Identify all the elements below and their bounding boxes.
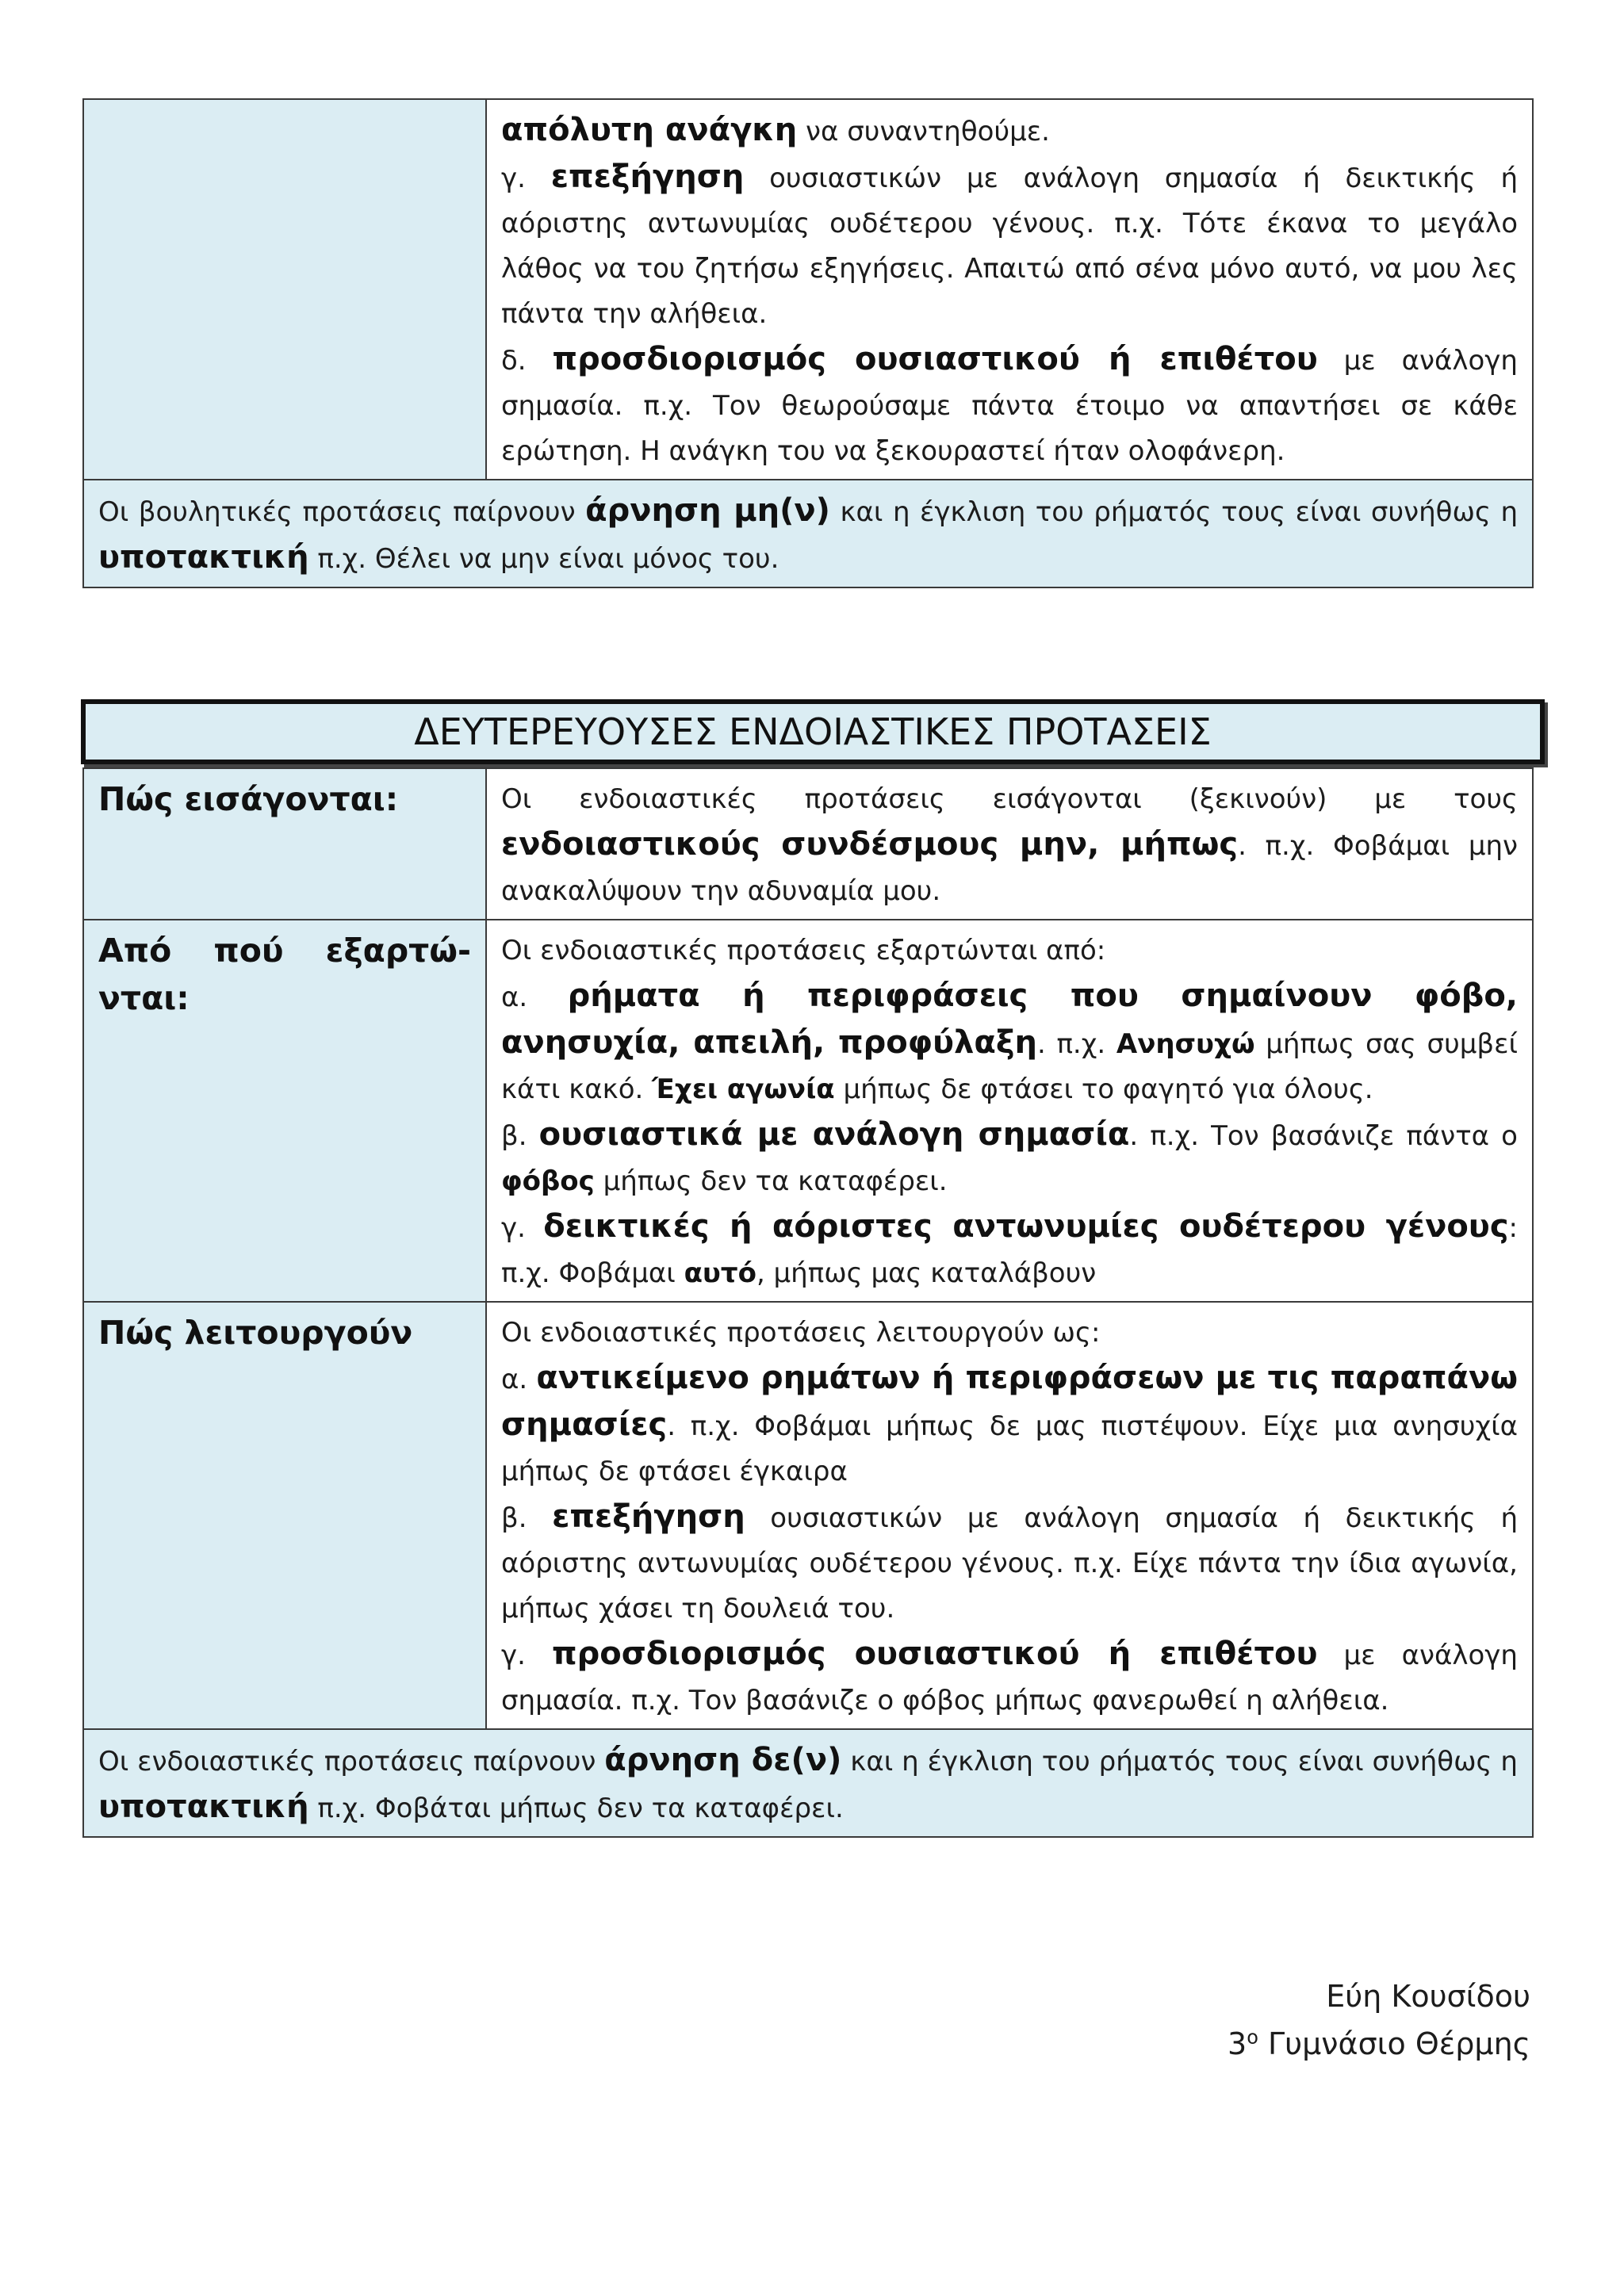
section-title: ΔΕΥΤΕΡΕΥΟΥΣΕΣ ΕΝΔΟΙΑΣΤΙΚΕΣ ΠΡΟΤΑΣΕΙΣ — [81, 699, 1545, 764]
content-line: απόλυτη ανάγκη να συναντηθούμε. — [501, 112, 1050, 148]
author-name: Εύη Κουσίδου — [1326, 1979, 1530, 2014]
table-row — [83, 1302, 1533, 1729]
content-cell — [486, 99, 1533, 480]
content-line: β. ουσιαστικά με ανάλογη σημασία. π.χ. Τον βασάνιζε πάντα ο φόβος μήπως δεν τα καταφέρει. — [501, 1116, 1518, 1197]
content-line: β. επεξήγηση ουσιαστικών με ανάλογη σημασία ή δεικτικής ή αόριστης αντωνυμίας ουδέτερου γένους. π.χ. Είχε πάντα την ίδια αγωνία, μήπως χάσει τη δουλειά του. — [501, 1498, 1518, 1624]
content-line: Οι ενδοιαστικές προτάσεις εξαρτώνται από: — [501, 935, 1106, 966]
content-line: γ. επεξήγηση ουσιαστικών με ανάλογη σημασία ή δεικτικής ή αόριστης αντωνυμίας ουδέτερου γένους. π.χ. Τότε έκανα το μεγάλο λάθος να του ζητήσω εξηγήσεις. Απαιτώ από σένα μόνο αυτό, να μου λες πάντα την αλήθεια. — [501, 159, 1518, 330]
row-label-cell — [83, 1302, 486, 1729]
content-line: α. αντικείμενο ρημάτων ή περιφράσεων με τις παραπάνω σημασίες. π.χ. Φοβάμαι μήπως δε μας πιστέψουν. Είχε μια ανησυχία μήπως δε φτάσει έγκαιρα — [501, 1360, 1518, 1487]
content-line: α. ρήματα ή περιφράσεις που σημαίνουν φόβο, ανησυχία, απειλή, προφύλαξη. π.χ. Ανησυχώ μήπως σας συμβεί κάτι κακό. Έχει αγωνία μήπως δε φτάσει το φαγητό για όλους. — [501, 978, 1519, 1105]
row-label-cell — [83, 768, 486, 920]
school-name: $3^o$ Γυμνάσιο Θέρμης — [1228, 2026, 1530, 2061]
empty-label-cell — [83, 99, 486, 480]
row-label: Πώς λειτουργούν — [98, 1314, 413, 1352]
content-line: δ. προσδιορισμός ουσιαστικού ή επιθέτου με ανάλογη σημασία. π.χ. Τον θεωρούσαμε πάντα έτοιμο να απαντήσει σε κάθε ερώτηση. Η ανάγκη του να ξεκουραστεί ήταν ολοφάνερη. — [501, 341, 1518, 467]
continued-table — [82, 98, 1534, 588]
content-line: Οι ενδοιαστικές προτάσεις λειτουργούν ως: — [501, 1317, 1101, 1349]
row-label: Πώς εισάγονται: — [98, 780, 399, 818]
content-cell — [486, 768, 1533, 920]
content-line: γ. προσδιορισμός ουσιαστικού ή επιθέτου με ανάλογη σημασία. π.χ. Τον βασάνιζε ο φόβος μήπως φανερωθεί η αλήθεια. — [501, 1636, 1518, 1716]
content-cell — [486, 920, 1533, 1302]
row-label: Από πού εξαρτώ- νται: — [98, 932, 471, 1017]
table-row — [83, 768, 1533, 920]
content-cell — [486, 1302, 1533, 1729]
note-row: Οι ενδοιαστικές προτάσεις παίρνουν άρνηση δε(ν) και η έγκλιση του ρήματός τους είναι συνήθως η υποτακτική π.χ. Φοβάται μήπως δεν τα καταφέρει. — [83, 1729, 1533, 1837]
row-label-cell — [83, 920, 486, 1302]
note-row: Οι βουλητικές προτάσεις παίρνουν άρνηση μη(ν) και η έγκλιση του ρήματός τους είναι συνήθως η υποτακτική π.χ. Θέλει να μην είναι μόνος του. — [83, 480, 1533, 587]
table-row — [83, 920, 1533, 1302]
main-table — [82, 767, 1534, 1838]
content-line: γ. δεικτικές ή αόριστες αντωνυμίες ουδέτερου γένους: π.χ. Φοβάμαι αυτό, μήπως μας καταλάβουν — [501, 1208, 1518, 1289]
content-line: Οι ενδοιαστικές προτάσεις εισάγονται (ξεκινούν) με τους ενδοιαστικούς συνδέσμους μην, μήπως. π.χ. Φοβάμαι μην ανακαλύψουν την αδυναμία μου. — [501, 783, 1518, 907]
